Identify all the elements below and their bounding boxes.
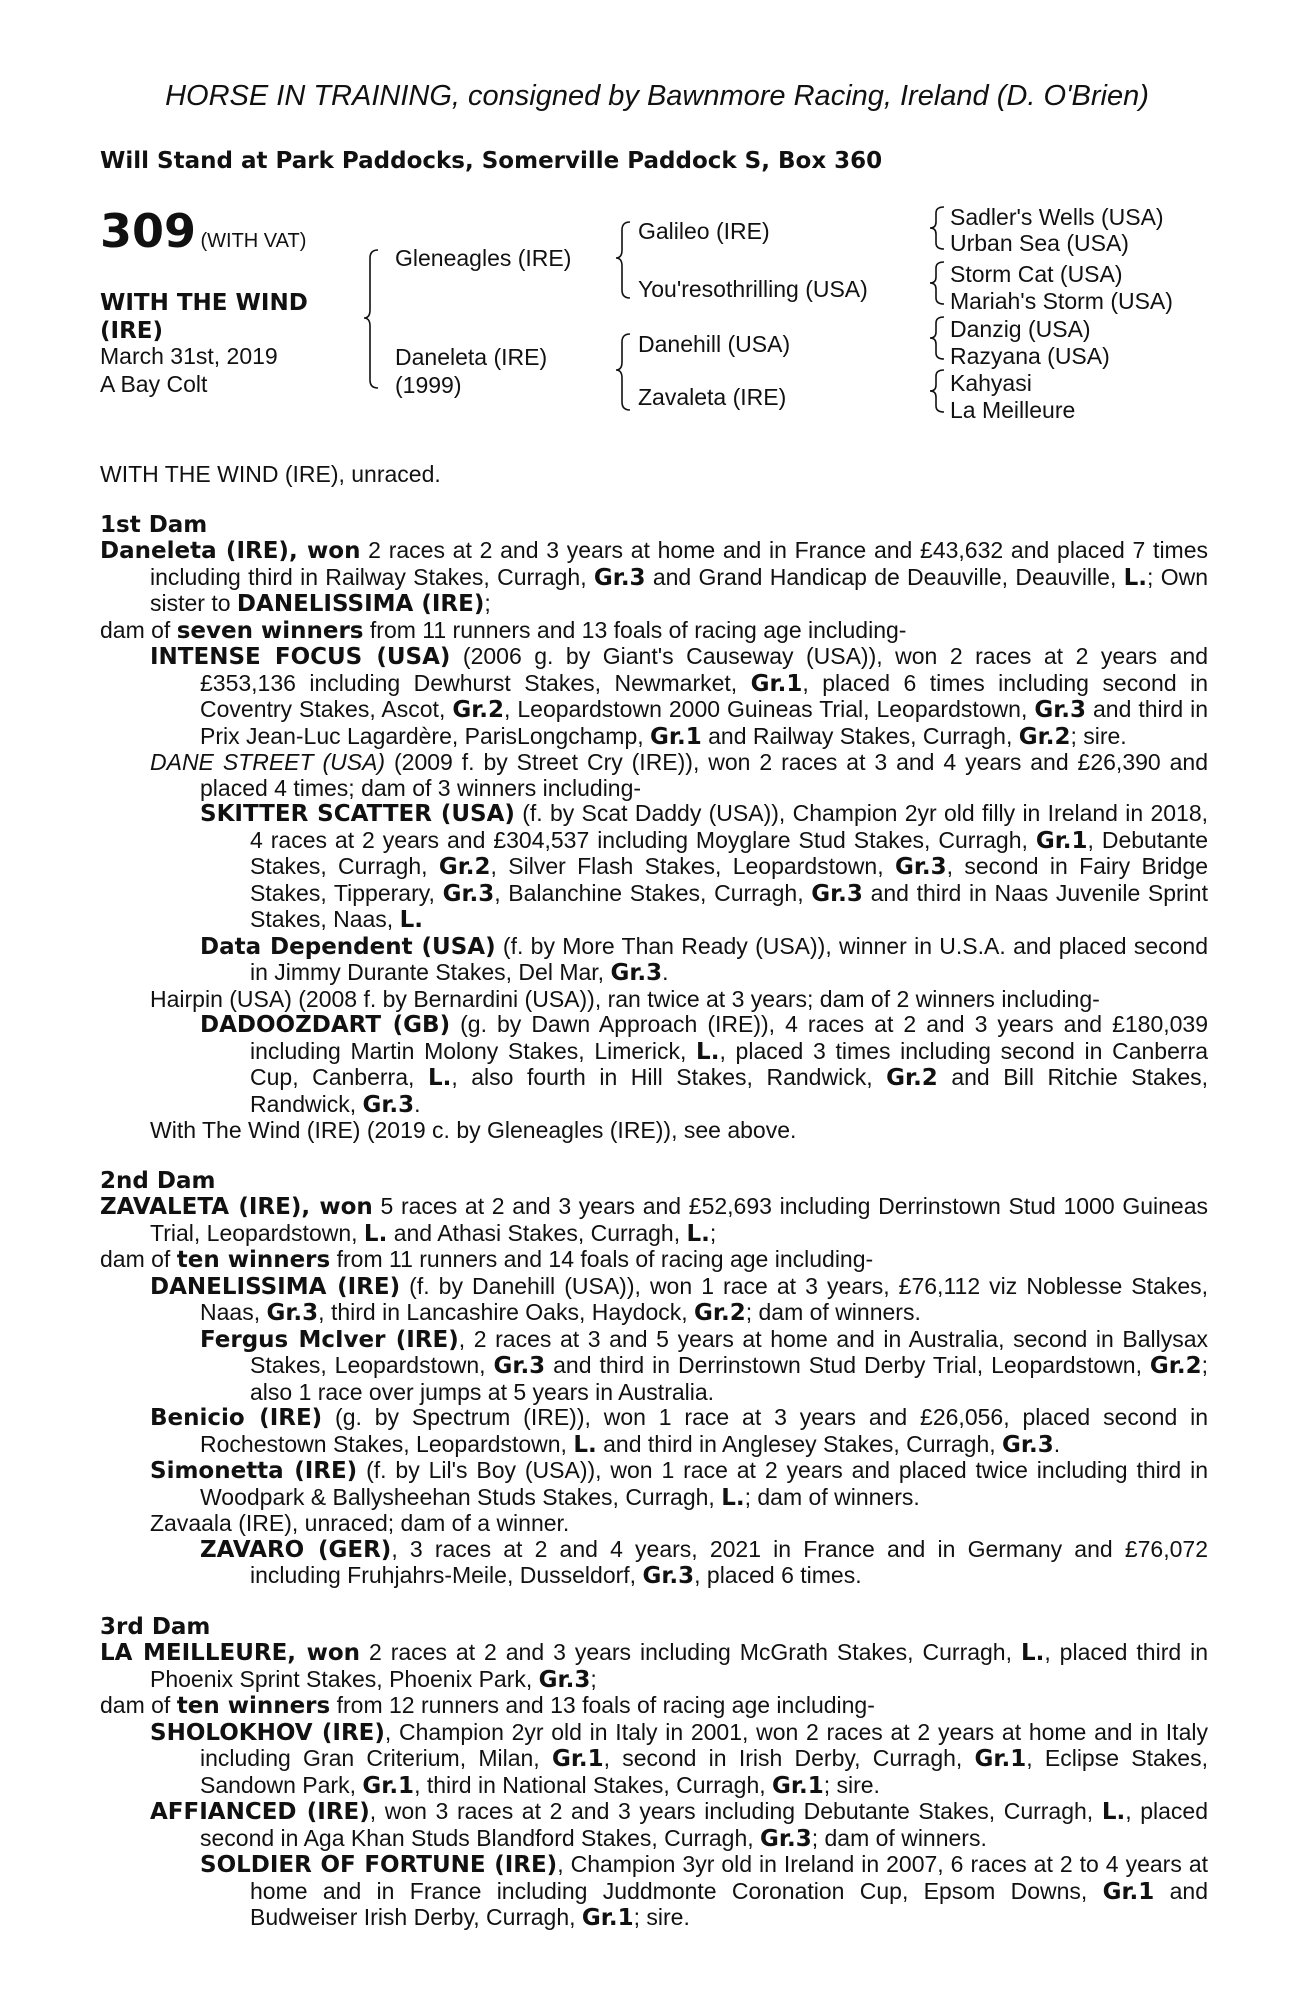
produce-entry: AFFIANCED (IRE), won 3 races at 2 and 3 years including Debutante Stakes, Curragh, L., placed second in Aga Khan Studs Blandford Stakes, Curragh, Gr.3; dam of winners. <box>150 1798 1208 1852</box>
produce-entry: Hairpin (USA) (2008 f. by Bernardini (USA)), ran twice at 3 years; dam of 2 winners including- <box>150 985 1100 1012</box>
first-dam-entry: Daneleta (IRE), won 2 races at 2 and 3 years at home and in France and £43,632 and placed 7 times including third in Railway Stakes, Curragh, Gr.3 and Grand Handicap de Deauville, Deauville, L.; Own sister to DANELISSIMA (IRE); <box>100 537 1209 617</box>
vat-note: (WITH VAT) <box>200 230 307 252</box>
pedigree-sire-dam: You'resothrilling (USA) <box>638 276 868 302</box>
produce-entry: INTENSE FOCUS (USA) (2006 g. by Giant's Causeway (USA)), won 2 races at 2 years and £353,136 including Dewhurst Stakes, Newmarket, Gr.1, placed 6 times including second in Coventry Stakes, Ascot, Gr.2, Leopardstown 2000 Guineas Trial, Leopardstown, Gr.3 and third in Prix Jean-Luc Lagardère, ParisLongchamp, Gr.1 and Railway Stakes, Curragh, Gr.2; sire. <box>150 643 1208 750</box>
pedigree-dam-dam: Zavaleta (IRE) <box>638 384 787 410</box>
third-dam-entry: LA MEILLEURE, won 2 races at 2 and 3 years including McGrath Stakes, Curragh, L., placed third in Phoenix Sprint Stakes, Phoenix Park, Gr.3; <box>100 1639 1208 1693</box>
pedigree-sdd: Mariah's Storm (USA) <box>950 288 1173 314</box>
foaling-date: March 31st, 2019 <box>100 343 278 369</box>
catalogue-body <box>100 462 1208 1932</box>
pedigree-ssd: Urban Sea (USA) <box>950 230 1129 256</box>
third-dam-produce-summary: dam of ten winners from 12 runners and 13 foals of racing age including- <box>100 1692 875 1719</box>
pedigree-sss: Sadler's Wells (USA) <box>950 204 1164 230</box>
pedigree-sds: Storm Cat (USA) <box>950 261 1123 287</box>
stand-location: Will Stand at Park Paddocks, Somerville Paddock S, Box 360 <box>100 148 883 174</box>
third-dam-heading: 3rd Dam <box>100 1613 211 1640</box>
page-title: HORSE IN TRAINING, consigned by Bawnmore Racing, Ireland (D. O'Brien) <box>165 80 1149 112</box>
pedigree-dam-year: (1999) <box>395 372 462 398</box>
horse-name: WITH THE WIND (IRE) <box>100 290 308 344</box>
produce-entry: ZAVARO (GER), 3 races at 2 and 4 years, 2021 in France and in Germany and £76,072 including Fruhjahrs-Meile, Dusseldorf, Gr.3, placed 6 times. <box>200 1535 1208 1589</box>
produce-entry: SHOLOKHOV (IRE), Champion 2yr old in Italy in 2001, won 2 races at 2 years at home and in Italy including Gran Criterium, Milan, Gr.1, second in Irish Derby, Curragh, Gr.1, Eclipse Stakes, Sandown Park, Gr.1, third in National Stakes, Curragh, Gr.1; sire. <box>150 1718 1208 1799</box>
produce-entry: DANE STREET (USA) (2009 f. by Street Cry (IRE)), won 2 races at 3 and 4 years and £26,390 and placed 4 times; dam of 3 winners including- <box>150 749 1208 801</box>
pedigree-dds: Kahyasi <box>950 370 1032 396</box>
produce-entry: Fergus McIver (IRE), 2 races at 3 and 5 years at home and in Australia, second in Ballysax Stakes, Leopardstown, Gr.3 and third in Derrinstown Stud Derby Trial, Leopardstown, Gr.2; also 1 race over jumps at 5 years in Australia. <box>200 1325 1209 1405</box>
first-dam-produce-summary: dam of seven winners from 11 runners and 13 foals of racing age including- <box>100 616 907 644</box>
second-dam-entry: ZAVALETA (IRE), won 5 races at 2 and 3 years and £52,693 including Derrinstown Stud 1000 Guineas Trial, Leopardstown, L. and Athasi Stakes, Curragh, L.; <box>100 1193 1208 1247</box>
produce-entry: SOLDIER OF FORTUNE (IRE), Champion 3yr old in Ireland in 2007, 6 races at 2 to 4 years at home and in France including Juddmonte Coronation Cup, Epsom Downs, Gr.1 and Budweiser Irish Derby, Curragh, Gr.1; sire. <box>200 1851 1208 1931</box>
second-dam-produce-summary: dam of ten winners from 11 runners and 14 foals of racing age including- <box>100 1246 874 1273</box>
produce-entry: Data Dependent (USA) (f. by More Than Ready (USA)), winner in U.S.A. and placed second in Jimmy Durante Stakes, Del Mar, Gr.3. <box>200 932 1208 986</box>
pedigree-dam-sire: Danehill (USA) <box>638 331 791 357</box>
produce-entry: SKITTER SCATTER (USA) (f. by Scat Daddy (USA)), Champion 2yr old filly in Ireland in 2018, 4 races at 2 years and £304,537 including Moyglare Stud Stakes, Curragh, Gr.1, Debutante Stakes, Curragh, Gr.2, Silver Flash Stakes, Leopardstown, Gr.3, second in Fairy Bridge Stakes, Tipperary, Gr.3, Balanchine Stakes, Curragh, Gr.3 and third in Naas Juvenile Sprint Stakes, Naas, L. <box>200 800 1209 933</box>
horse-description: A Bay Colt <box>100 371 208 397</box>
race-record: WITH THE WIND (IRE), unraced. <box>100 461 441 487</box>
produce-entry: Zavaala (IRE), unraced; dam of a winner. <box>150 1510 570 1536</box>
lot-number: 309 <box>100 204 197 258</box>
first-dam-heading: 1st Dam <box>100 511 208 538</box>
pedigree-dss: Danzig (USA) <box>950 316 1091 342</box>
produce-entry: Simonetta (IRE) (f. by Lil's Boy (USA)), won 1 race at 2 years and placed twice including third in Woodpark & Ballysheehan Studs Stakes, Curragh, L.; dam of winners. <box>150 1457 1208 1511</box>
second-dam-heading: 2nd Dam <box>100 1167 216 1194</box>
produce-entry: With The Wind (IRE) (2019 c. by Gleneagles (IRE)), see above. <box>150 1117 797 1143</box>
produce-entry: DADOOZDART (GB) (g. by Dawn Approach (IRE)), 4 races at 2 and 3 years and £180,039 including Martin Molony Stakes, Limerick, L., placed 3 times including second in Canberra Cup, Canberra, L., also fourth in Hill Stakes, Randwick, Gr.2 and Bill Ritchie Stakes, Randwick, Gr.3. <box>200 1011 1209 1118</box>
produce-entry: DANELISSIMA (IRE) (f. by Danehill (USA)), won 1 race at 3 years, £76,112 viz Noblesse Stakes, Naas, Gr.3, third in Lancashire Oaks, Haydock, Gr.2; dam of winners. <box>150 1272 1209 1326</box>
pedigree-sire: Gleneagles (IRE) <box>395 245 572 271</box>
pedigree-dam: Daneleta (IRE) <box>395 344 548 370</box>
pedigree-dsd: Razyana (USA) <box>950 343 1110 369</box>
produce-entry: Benicio (IRE) (g. by Spectrum (IRE)), won 1 race at 3 years and £26,056, placed second in Rochestown Stakes, Leopardstown, L. and third in Anglesey Stakes, Curragh, Gr.3. <box>150 1404 1208 1458</box>
pedigree-ddd: La Meilleure <box>950 397 1076 423</box>
pedigree-sire-sire: Galileo (IRE) <box>638 218 770 244</box>
